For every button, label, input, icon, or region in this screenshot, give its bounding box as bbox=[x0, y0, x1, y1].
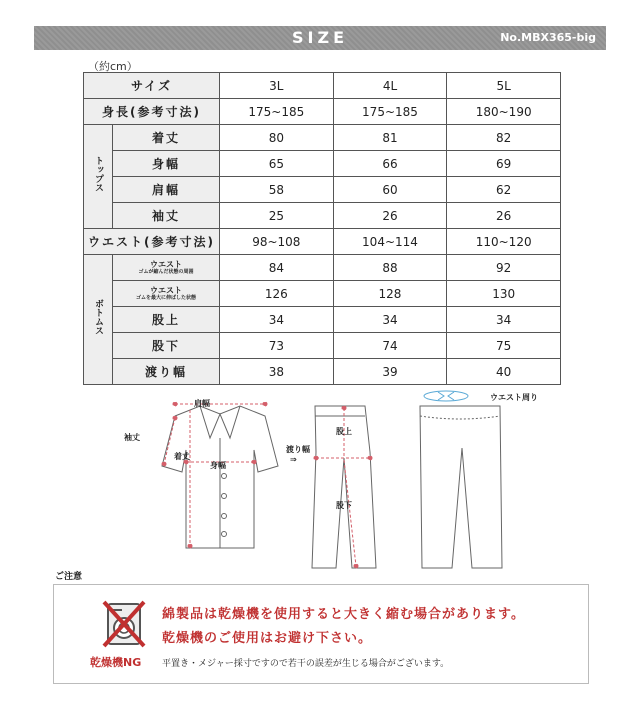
waist-arrows bbox=[438, 392, 454, 400]
row-label: 渡り幅 bbox=[113, 359, 220, 385]
size-header-cell: 5L bbox=[447, 73, 561, 99]
table-cell: 75 bbox=[447, 333, 561, 359]
table-cell: 74 bbox=[333, 333, 447, 359]
row-label-main: ウエスト bbox=[150, 259, 182, 269]
row-label-sub: ゴムを最大に伸ばした状態 bbox=[135, 294, 196, 301]
row-label-main: ウエスト bbox=[150, 285, 182, 295]
waist-label: ウエスト(参考寸法) bbox=[84, 229, 220, 255]
notice-line-2: 乾燥機のご使用はお避け下さい。 bbox=[162, 631, 373, 646]
table-cell: 88 bbox=[333, 255, 447, 281]
label-length: 着丈 bbox=[174, 452, 190, 461]
label-body-width: 身幅 bbox=[210, 461, 226, 470]
pants-view-drawing bbox=[420, 406, 502, 568]
size-header-label: サイズ bbox=[84, 73, 220, 99]
table-cell: 92 bbox=[447, 255, 561, 281]
tops-group-label bbox=[84, 125, 113, 229]
table-cell: 40 bbox=[447, 359, 561, 385]
table-row bbox=[84, 125, 561, 151]
measurement-diagram bbox=[120, 388, 580, 578]
row-label bbox=[113, 255, 220, 281]
table-cell: 39 bbox=[333, 359, 447, 385]
table-cell: 80 bbox=[220, 125, 334, 151]
table-cell: 65 bbox=[220, 151, 334, 177]
label-thigh-arrow: ⇒ bbox=[290, 455, 297, 464]
table-cell: 82 bbox=[447, 125, 561, 151]
table-cell: 34 bbox=[333, 307, 447, 333]
table-cell: 81 bbox=[333, 125, 447, 151]
row-label: 股下 bbox=[113, 333, 220, 359]
row-label: 股上 bbox=[113, 307, 220, 333]
bottoms-group-label bbox=[84, 255, 113, 385]
notice-box bbox=[53, 584, 589, 684]
height-row bbox=[84, 99, 561, 125]
table-cell: 130 bbox=[447, 281, 561, 307]
label-rise: 股上 bbox=[336, 427, 352, 436]
row-label: 肩幅 bbox=[113, 177, 220, 203]
height-label: 身長(参考寸法) bbox=[84, 99, 220, 125]
label-thigh: 渡り幅 bbox=[286, 445, 310, 454]
bottoms-group-text: ボトムス bbox=[93, 299, 103, 335]
table-cell: 180~190 bbox=[447, 99, 561, 125]
table-cell: 175~185 bbox=[220, 99, 334, 125]
table-cell: 84 bbox=[220, 255, 334, 281]
table-row bbox=[84, 307, 561, 333]
table-cell: 66 bbox=[333, 151, 447, 177]
size-banner bbox=[34, 26, 606, 50]
label-sleeve: 袖丈 bbox=[124, 433, 140, 442]
table-row bbox=[84, 281, 561, 307]
table-row bbox=[84, 151, 561, 177]
table-cell: 26 bbox=[447, 203, 561, 229]
row-label bbox=[113, 281, 220, 307]
table-row bbox=[84, 359, 561, 385]
table-cell: 73 bbox=[220, 333, 334, 359]
table-cell: 34 bbox=[220, 307, 334, 333]
waist-circle-mark bbox=[424, 391, 468, 401]
table-cell: 26 bbox=[333, 203, 447, 229]
size-header-row bbox=[84, 73, 561, 99]
table-row bbox=[84, 177, 561, 203]
table-row bbox=[84, 255, 561, 281]
table-cell: 60 bbox=[333, 177, 447, 203]
label-shoulder: 肩幅 bbox=[194, 399, 210, 408]
row-label: 袖丈 bbox=[113, 203, 220, 229]
table-cell: 38 bbox=[220, 359, 334, 385]
waist-row bbox=[84, 229, 561, 255]
label-inseam: 股下 bbox=[336, 501, 352, 510]
table-cell: 25 bbox=[220, 203, 334, 229]
table-cell: 98~108 bbox=[220, 229, 334, 255]
size-table bbox=[83, 72, 561, 385]
table-cell: 69 bbox=[447, 151, 561, 177]
dryer-ng-icon bbox=[102, 600, 146, 652]
notice-line-1: 綿製品は乾燥機を使用すると大きく縮む場合があります。 bbox=[162, 607, 525, 622]
table-cell: 126 bbox=[220, 281, 334, 307]
product-number: No.MBX365-big bbox=[500, 31, 596, 44]
banner-title: SIZE bbox=[291, 28, 348, 47]
shirt-drawing bbox=[162, 406, 278, 548]
table-cell: 110~120 bbox=[447, 229, 561, 255]
table-cell: 58 bbox=[220, 177, 334, 203]
dryer-ng-label: 乾燥機NG bbox=[90, 656, 142, 669]
table-cell: 128 bbox=[333, 281, 447, 307]
row-label-sub: ゴムが縮んだ状態の周囲 bbox=[138, 268, 194, 275]
tops-group-text: トップス bbox=[93, 156, 103, 192]
table-cell: 104~114 bbox=[333, 229, 447, 255]
table-row bbox=[84, 333, 561, 359]
notice-line-3: 平置き・メジャー採寸ですので若干の誤差が生じる場合がございます。 bbox=[162, 659, 450, 669]
row-label: 身幅 bbox=[113, 151, 220, 177]
notice-title: ご注意 bbox=[55, 572, 83, 582]
table-cell: 175~185 bbox=[333, 99, 447, 125]
label-waist-circ: ウエスト周り bbox=[490, 393, 538, 402]
table-cell: 34 bbox=[447, 307, 561, 333]
unit-note: （約cm） bbox=[88, 60, 138, 73]
size-header-cell: 4L bbox=[333, 73, 447, 99]
size-header-cell: 3L bbox=[220, 73, 334, 99]
table-cell: 62 bbox=[447, 177, 561, 203]
row-label: 着丈 bbox=[113, 125, 220, 151]
table-row bbox=[84, 203, 561, 229]
garment-illustration bbox=[120, 388, 580, 578]
